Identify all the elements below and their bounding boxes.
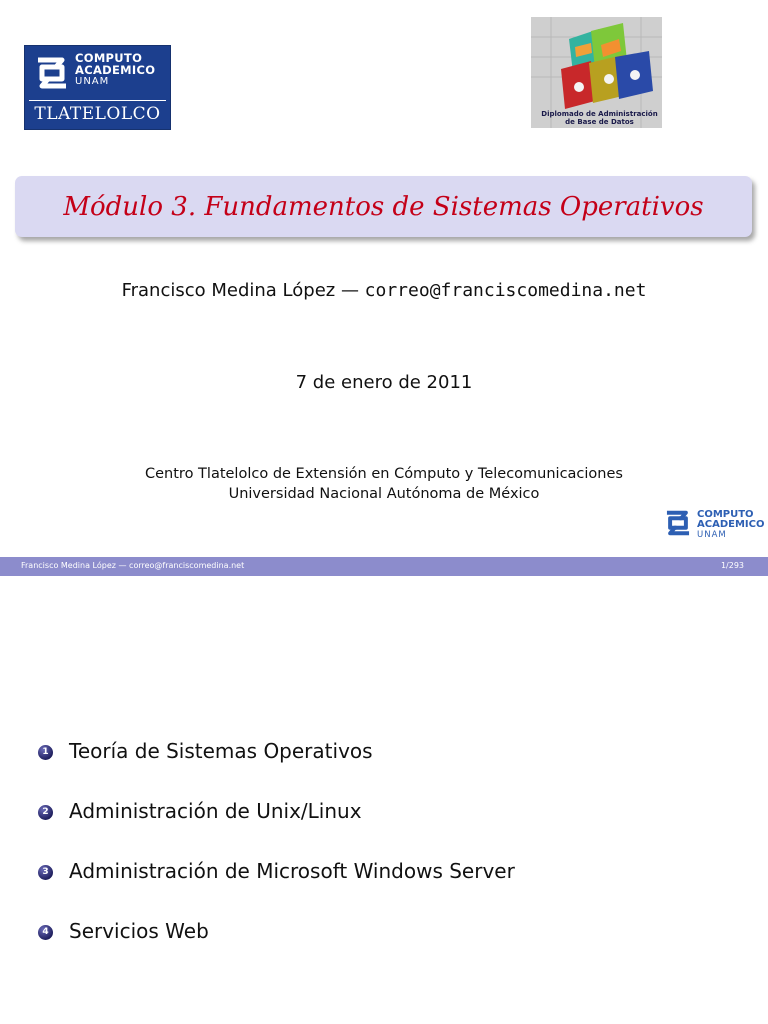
- table-of-contents: [38, 721, 515, 961]
- cs-monogram-icon: [32, 54, 72, 92]
- slide-title: Módulo 3. Fundamentos de Sistemas Operativos: [63, 191, 704, 222]
- title-box: [15, 176, 752, 237]
- diplomado-logo: [531, 17, 662, 128]
- author-name: Francisco Medina López: [121, 280, 336, 301]
- toc-item[interactable]: [38, 841, 515, 901]
- computo-academico-logo: [24, 45, 171, 130]
- footer-page-number: 1/293: [720, 561, 744, 570]
- institution-line-2: Universidad Nacional Autónoma de México: [228, 486, 540, 502]
- logo-brand-text: COMPUTO ACADEMICO UNAM: [75, 51, 156, 87]
- toc-item-label: Servicios Web: [69, 919, 209, 943]
- outline-slide: [0, 576, 768, 1024]
- toc-item[interactable]: [38, 721, 515, 781]
- slide-footer: [0, 557, 768, 576]
- toc-item-label: Teoría de Sistemas Operativos: [69, 739, 373, 763]
- institution-block: [0, 464, 768, 504]
- author-email: correo@franciscomedina.net: [364, 280, 647, 301]
- numbered-bullet-icon: 4: [38, 925, 53, 940]
- diplomado-caption: Diplomado de Administración de Base de Datos: [541, 110, 658, 126]
- footer-author: Francisco Medina López — correo@franciscomedina.net: [21, 561, 245, 570]
- institution-line-1: Centro Tlatelolco de Extensión en Cómputo y Telecomunicaciones: [145, 466, 623, 482]
- cs-monogram-small-icon: [661, 508, 695, 538]
- presentation-date: 7 de enero de 2011: [295, 372, 473, 393]
- numbered-bullet-icon: 3: [38, 865, 53, 880]
- toc-item[interactable]: [38, 901, 515, 961]
- small-logo-brand-text: COMPUTO ACADEMICO UNAM: [697, 509, 765, 540]
- numbered-bullet-icon: 1: [38, 745, 53, 760]
- numbered-bullet-icon: 2: [38, 805, 53, 820]
- computo-academico-small-logo: [661, 508, 765, 542]
- toc-item[interactable]: [38, 781, 515, 841]
- logo-city-label: TLATELOLCO: [29, 100, 166, 124]
- toc-item-label: Administración de Microsoft Windows Server: [69, 859, 515, 883]
- author-separator: —: [335, 280, 365, 301]
- author-line: [0, 280, 768, 301]
- toc-item-label: Administración de Unix/Linux: [69, 799, 362, 823]
